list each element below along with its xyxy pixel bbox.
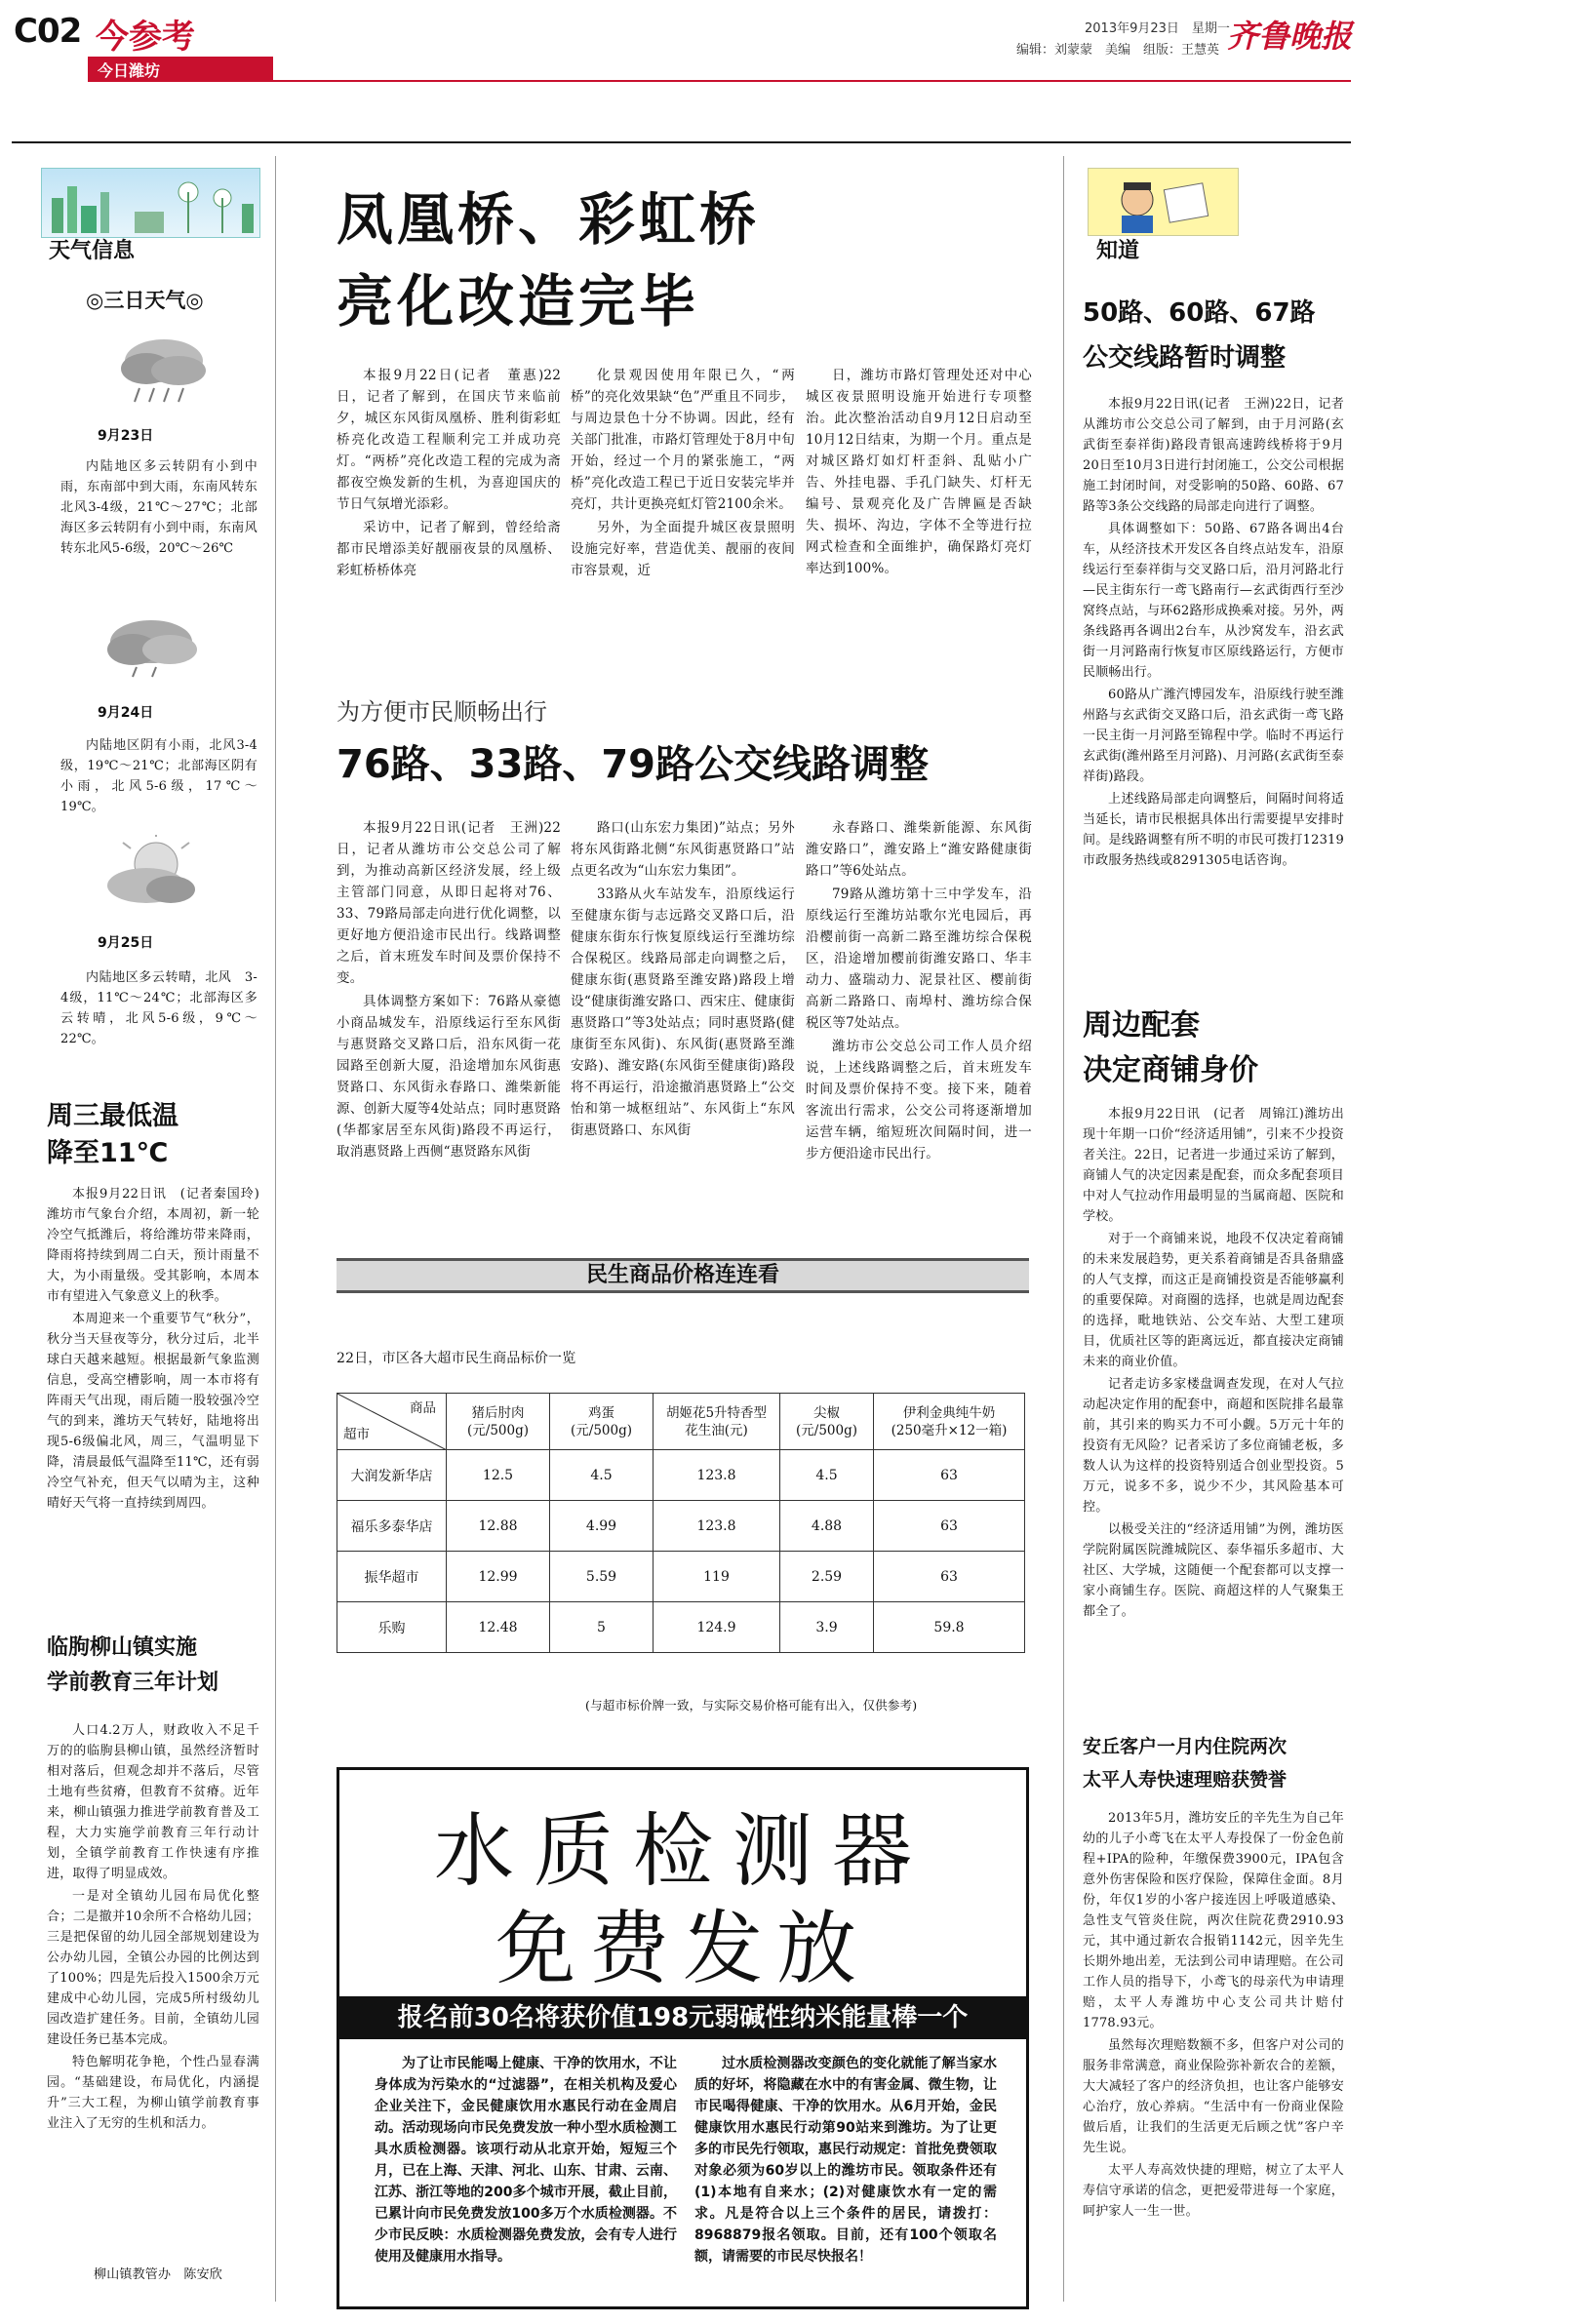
weather-day1-date: 9月23日 bbox=[98, 428, 154, 444]
price-cell: 124.9 bbox=[654, 1602, 780, 1653]
bridge-title-2: 亮化改造完毕 bbox=[337, 268, 700, 335]
header-rule bbox=[88, 80, 1351, 82]
col-header: 胡姬花5升特香型 花生油(元) bbox=[654, 1394, 780, 1450]
ad-col-1: 为了让市民能喝上健康、干净的饮用水，不让身体成为污染水的“过滤器”，在相关机构及爱心企业关注下，金民健康饮用水惠民行动在金周启动。活动现场向市民免费发放一种小型水质检测工具水质检测器。该项行动从北京开始，短短三个月，已在上海、天津、河北、山东、甘肃、云南、江苏、浙江等地的200多个城市开展，截止目前，已累计向市民免费发放100多万个水质检测器。不少市民反映：水质检测器免费发放，会有专人进行使用及健康用水指导。 bbox=[375, 2056, 677, 2265]
price-cell: 123.8 bbox=[654, 1450, 780, 1501]
weather-day3-date: 9月25日 bbox=[98, 935, 154, 951]
bus50-title-1: 50路、60路、67路 bbox=[1083, 298, 1316, 328]
table-row bbox=[337, 1450, 1025, 1501]
price-cell: 59.8 bbox=[874, 1602, 1025, 1653]
weather-day2-date: 9月24日 bbox=[98, 705, 154, 721]
weather-day2-text: 内陆地区阴有小雨，北风3-4级，19℃～21℃；北部海区阴有小雨，北风5-6级，17℃～19℃。 bbox=[60, 738, 258, 814]
price-cell: 5 bbox=[550, 1602, 654, 1653]
price-cell: 5.59 bbox=[550, 1552, 654, 1602]
top-divider bbox=[12, 141, 1351, 143]
col-header: 伊利金典纯牛奶 (250毫升×12一箱) bbox=[874, 1394, 1025, 1450]
cold-article: 本报9月22日讯 (记者秦国玲)潍坊市气象台介绍，本周初，新一轮冷空气抵潍后，将给潍坊带来降雨，降雨将持续到周二白天，预计雨量不大，为小雨量级。受其影响，本周本市有望进入气象意义上的秋季。 本周迎来一个重要节气“秋分”，秋分当天昼夜等分，秋分过后，北半球白天越来越短。根据最新气象监测信息，受高空槽影响，周一本市将有阵雨天气出现，雨后随一股较强冷空气的到来，潍坊天气转好，陆地将出现5-6级偏北风，周三，气温明显下降，清晨最低气温降至11℃，还有弱冷空气补充，但天气以晴为主，这种晴好天气将一直持续到周四。 bbox=[47, 1187, 259, 1511]
know-banner bbox=[1088, 168, 1239, 236]
prices-banner-text: 民生商品价格连连看 bbox=[585, 1263, 779, 1287]
weather-day3-text: 内陆地区多云转晴，北风 3-4级，11℃～24℃；北部海区多云转晴，北风5-6级，9℃～22℃。 bbox=[60, 970, 258, 1046]
bus76-col-2: 路口(山东宏力集团)”站点；另外将东风街路北侧“东风街惠贤路口”站点更名改为“山东宏力集团”。 33路从火车站发车，沿原线运行至健康东街与志远路交叉路口后，沿健康东街东行恢复原线运行至潍坊综合保税区。线路局部走向调整之后，健康东街(惠贤路至潍安路)路段上增设“健康街潍安路口、西宋庄、健康街惠贤路口”等3处站点；同时惠贤路(健康街至东风街)、东风街(惠贤路至潍安路)、潍安路(东风街至健康街)路段将不再运行，沿途撤消惠贤路上“公交怡和第一城枢纽站”、东风街上“东风街惠贤路口、东风街 bbox=[571, 820, 795, 1138]
prices-banner bbox=[337, 1258, 1029, 1293]
price-table bbox=[337, 1393, 1025, 1653]
cold-title-2: 降至11℃ bbox=[47, 1138, 169, 1168]
ad-title-2: 免费发放 bbox=[495, 1903, 870, 1995]
bus50-article: 本报9月22日讯(记者 王洲)22日，记者从潍坊市公交总公司了解到，由于月河路(玄武街至泰祥街)路段青银高速跨线桥将于9月20日至10月3日进行封闭施工，公交公司根据施工封闭时间，对受影响的50路、60路、67路等3条公交线路的局部走向进行了调整。 具体调整如下：50路、67路各调出4台车，从经济技术开发区各自终点站发车，沿原线运行至泰祥街与交叉路口后，沿月河路北行—民主街东行一鸢飞路南行—玄武街西行至沙窝终点站，与环62路形成换乘对接。另外，两条线路再各调出2台车，从沙窝发车，沿玄武街一月河路南行恢复市区原线路运行，方便市民顺畅出行。 60路从广潍汽博园发车，沿原线行驶至潍州路与玄武街交叉路口后，沿玄武街一鸢飞路一民主街一月河路至锦程中学。临时不再运行玄武街(潍州路至月河路)、月河路(玄武街至泰祥街)路段。 上述线路局部走向调整后，间隔时间将适当延长，请市民根据具体出行需要提早安排时间。是线路调整有所不明的市民可拨打12319市政服务热线或8291305电话咨询。 bbox=[1083, 397, 1344, 868]
insure-title-2: 太平人寿快速理赔获赞誉 bbox=[1083, 1769, 1288, 1791]
price-cell: 123.8 bbox=[654, 1501, 780, 1552]
col-divider-right bbox=[1063, 156, 1064, 2302]
shops-title-1: 周边配套 bbox=[1083, 1008, 1200, 1043]
water-ad bbox=[337, 1767, 1029, 2309]
preschool-title-1: 临朐柳山镇实施 bbox=[47, 1635, 198, 1660]
subsection-label: 今日潍坊 bbox=[98, 61, 161, 80]
insure-article: 2013年5月，潍坊安丘的辛先生为自己年幼的儿子小鸢飞在太平人寿投保了一份金色前程+IPA的险种，年缴保费3900元，IPA包含意外伤害保险和医疗保险，保障住金面。8月份，年仅1岁的小客户接连因上呼吸道感染、急性支气管炎住院，两次住院花费2910.93元，其中通过新农合报销1142元，因辛先生长期外地出差，无法到公司申请理赔。在公司工作人员的指导下，小鸢飞的母亲代为申请理赔，太平人寿潍坊中心支公司共计赔付1778.93元。 虽然每次理赔数额不多，但客户对公司的服务非常满意，商业保险弥补新农合的差额，大大减轻了客户的经济负担，也让客户能够安心治疗，放心养病。“生活中有一份商业保险做后盾，让我们的生活更无后顾之忧”客户辛先生说。 太平人寿高效快捷的理赔，树立了太平人寿信守承诺的信念，更把爱带进每一个家庭，呵护家人一生一世。 bbox=[1083, 1811, 1344, 2219]
page-code: C02 bbox=[14, 12, 82, 51]
weather-label: 天气信息 bbox=[49, 239, 136, 263]
price-table-header bbox=[337, 1394, 1025, 1450]
price-cell: 4.5 bbox=[550, 1450, 654, 1501]
corner-top: 商品 bbox=[410, 1400, 436, 1416]
paper-logo: 齐鲁晚报 bbox=[1227, 18, 1353, 55]
store-cell: 乐购 bbox=[337, 1602, 447, 1653]
ad-col-2: 过水质检测器改变颜色的变化就能了解当家水质的好坏，将隐藏在水中的有害金属、微生物，让市民喝得健康、干净的饮用水。从6月开始，金民健康饮用水惠民行动第90站来到潍坊。为了让更多的市民先行领取，惠民行动规定：首批免费领取对象必须为60岁以上的潍坊市民。领取条件还有(1)本地有自来水；(2)对健康饮水有一定的需求。凡是符合以上三个条件的居民，请拨打：8968879报名领取。目前，还有100个领取名额，请需要的市民尽快报名！ bbox=[694, 2056, 997, 2265]
table-row bbox=[337, 1501, 1025, 1552]
price-cell: 63 bbox=[874, 1450, 1025, 1501]
city-skyline-icon bbox=[42, 169, 261, 239]
col-header: 猪后肘肉 (元/500g) bbox=[447, 1394, 550, 1450]
store-cell: 大润发新华店 bbox=[337, 1450, 447, 1501]
table-row bbox=[337, 1552, 1025, 1602]
price-cell: 3.9 bbox=[780, 1602, 874, 1653]
sun-cloud-icon bbox=[98, 835, 205, 913]
weather-banner bbox=[41, 168, 260, 238]
bridge-title-1: 凤凰桥、彩虹桥 bbox=[337, 186, 761, 253]
bus50-title-2: 公交线路暂时调整 bbox=[1083, 343, 1287, 373]
price-cell: 63 bbox=[874, 1552, 1025, 1602]
ad-banner-text: 报名前30名将获价值198元弱碱性纳米能量棒一个 bbox=[397, 2003, 969, 2032]
know-label: 知道 bbox=[1096, 239, 1140, 263]
bridge-col-2: 化景观因使用年限已久，“两桥”的亮化效果缺“色”严重且不同步，与周边景色十分不协调。因此，经有关部门批准，市路灯管理处于8月中旬开始，经过一个月的紧张施工，“两桥”亮化改造工程已于近日安装完毕并亮灯，共计更换亮虹灯管2100余米。 另外，为全面提升城区夜景照明设施完好率，营造优美、靓丽的夜间市容景观，近 bbox=[571, 368, 795, 578]
preschool-byline: 柳山镇教管办 陈安欣 bbox=[94, 2267, 223, 2282]
cloudy-rain-icon bbox=[98, 612, 205, 681]
header-editors: 编辑：刘蒙蒙 美编 组版：王慧英 bbox=[1016, 43, 1220, 58]
store-cell: 福乐多泰华店 bbox=[337, 1501, 447, 1552]
bus76-kicker: 为方便市民顺畅出行 bbox=[337, 698, 547, 726]
price-corner bbox=[337, 1394, 447, 1450]
prices-intro: 22日，市区各大超市民生商品标价一览 bbox=[337, 1351, 576, 1366]
table-row bbox=[337, 1602, 1025, 1653]
bus76-col-3: 永春路口、潍柴新能源、东风街潍安路口”，潍安路上“潍安路健康街路口”等6处站点。 79路从潍坊第十三中学发车，沿原线运行至潍坊站歌尔光电园后，再沿樱前街一高新二路至潍坊综合保税区，沿途增加樱前街潍安路口、华丰动力、盛瑞动力、泥景社区、樱前街高新二路路口、南埠村、潍坊综合保税区等7处站点。 潍坊市公交总公司工作人员介绍说，上述线路调整之后，首末班发车时间及票价保持不变。接下来，随着客流出行需求，公交公司将逐渐增加运营车辆，缩短班次间隔时间，进一步方便沿途市民出行。 bbox=[806, 820, 1032, 1162]
page-header bbox=[0, 0, 1585, 88]
store-cell: 振华超市 bbox=[337, 1552, 447, 1602]
cold-title-1: 周三最低温 bbox=[47, 1101, 178, 1131]
price-cell: 2.59 bbox=[780, 1552, 874, 1602]
price-cell: 4.88 bbox=[780, 1501, 874, 1552]
rain-cloud-icon bbox=[115, 332, 213, 410]
shops-article: 本报9月22日讯 (记者 周锦江)潍坊出现十年期一口价“经济适用铺”，引来不少投资者关注。22日，记者进一步通过采访了解到，商铺人气的决定因素是配套，而众多配套项目中对人气拉动作用最明显的当属商超、医院和学校。 对于一个商铺来说，地段不仅决定着商铺的未来发展趋势，更关系着商铺是否具备鼎盛的人气支撑，而这正是商铺投资是否能够赢利的重要保障。对商圈的选择，也就是周边配套的选择，毗地铁站、公交车站、大型工建项目，优质社区等的距离远近，都直接决定商铺未来的商业价值。 记者走访多家楼盘调查发现，在对人气拉动起决定作用的配套中，商超和医院排名最靠前，其引来的购买力不可小觑。5万元十年的投资有无风险？记者采访了多位商铺老板，多数人认为这样的投资特别适合创业型投资。5万元，说多不多，说少不少，其风险基本可控。 以极受关注的“经济适用铺”为例，潍坊医学院附属医院潍城院区、泰华福乐多超市、大社区、大学城，这随便一个配套都可以支撑一家小商铺生存。医院、商超这样的人气聚集王都全了。 bbox=[1083, 1107, 1344, 1619]
col-header: 尖椒 (元/500g) bbox=[780, 1394, 874, 1450]
price-cell: 4.5 bbox=[780, 1450, 874, 1501]
price-cell: 63 bbox=[874, 1501, 1025, 1552]
col-divider-left bbox=[275, 156, 276, 2302]
preschool-article: 人口4.2万人，财政收入不足千万的的临朐县柳山镇，虽然经济暂时相对落后，但观念却并不落后，尽管土地有些贫瘠，但教育不贫瘠。近年来，柳山镇强力推进学前教育普及工程，大力实施学前教育三年行动计划，全镇学前教育工作快速有序推进，取得了明显成效。 一是对全镇幼儿园布局优化整合；二是撤并10余所不合格幼儿园；三是把保留的幼儿园全部规划建设为公办幼儿园，全镇公办园的比例达到了100%；四是先后投入1500余万元建成中心幼儿园，完成5所村级幼儿园改造扩建任务。目前，全镇幼儿园建设任务已基本完成。 特色解明花争艳，个性凸显春满园。“基础建设，布局优化，内涵提升”三大工程，为柳山镇学前教育事业注入了无穷的生机和活力。 bbox=[47, 1723, 259, 2131]
price-cell: 12.48 bbox=[447, 1602, 550, 1653]
price-cell: 119 bbox=[654, 1552, 780, 1602]
col-header: 鸡蛋 (元/500g) bbox=[550, 1394, 654, 1450]
preschool-title-2: 学前教育三年计划 bbox=[47, 1671, 219, 1695]
bus76-col-1: 本报9月22日讯(记者 王洲)22日，记者从潍坊市公交总公司了解到，为推动高新区经济发展，经上级主管部门同意，从即日起将对76、33、79路局部走向进行优化调整，以更好地方便沿途市民出行。线路调整之后，首末班发车时间及票价保持不变。 具体调整方案如下：76路从豪德小商品城发车，沿原线运行至东风街与惠贤路交叉路口后，沿东风街一花园路至创新大厦，沿途增加东风街惠贤路口、东风街永春路口、潍柴新能源、创新大厦等4处站点；同时惠贤路(华都家居至东风街)路段不再运行，取消惠贤路上西侧“惠贤路东风街 bbox=[337, 820, 561, 1160]
bus76-title: 76路、33路、79路公交线路调整 bbox=[337, 742, 929, 787]
price-cell: 12.99 bbox=[447, 1552, 550, 1602]
prices-note: (与超市标价牌一致，与实际交易价格可能有出入，仅供参考) bbox=[585, 1698, 918, 1713]
shops-title-2: 决定商铺身价 bbox=[1083, 1053, 1258, 1087]
cartoon-reader-icon bbox=[1089, 169, 1240, 237]
ad-title-1: 水质检测器 bbox=[433, 1805, 931, 1898]
bridge-col-3: 日，潍坊市路灯管理处还对中心城区夜景照明设施开始进行专项整治。此次整治活动自9月12日启动至10月12日结束，为期一个月。重点是对城区路灯如灯杆歪斜、乱贴小广告、外挂电器、手孔门缺失、灯杆无编号、景观亮化及广告牌匾是否缺失、损坏、沟边，字体不全等进行拉网式检查和全面维护，确保路灯亮灯率达到100%。 bbox=[806, 368, 1032, 576]
bridge-col-1: 本报9月22日(记者 董惠)22日，记者了解到，在国庆节来临前夕，城区东风街凤凰桥、胜利街彩虹桥亮化改造工程顺利完工并成功亮灯。“两桥”亮化改造工程的完成为斋都夜空焕发新的生机，为喜迎国庆的节日气氛增光添彩。 采访中，记者了解到，曾经给斋都市民增添美好靓丽夜景的凤凰桥、彩虹桥桥体亮 bbox=[337, 368, 561, 578]
corner-bottom: 超市 bbox=[343, 1427, 370, 1442]
header-date: 2013年9月23日 星期一 bbox=[1085, 21, 1230, 36]
price-cell: 12.5 bbox=[447, 1450, 550, 1501]
price-cell: 4.99 bbox=[550, 1501, 654, 1552]
insure-title-1: 安丘客户一月内住院两次 bbox=[1083, 1736, 1288, 1757]
price-cell: 12.88 bbox=[447, 1501, 550, 1552]
ad-banner bbox=[339, 1996, 1026, 2039]
weather-title: ◎三日天气◎ bbox=[86, 289, 204, 312]
section-title: 今参考 bbox=[96, 18, 195, 57]
weather-day1-text: 内陆地区多云转阴有小到中雨，东南部中到大雨，东南风转东北风3-4级，21℃～27℃；北部海区多云转阴有小到中雨，东南风转东北风5-6级，20℃～26℃ bbox=[60, 459, 258, 556]
